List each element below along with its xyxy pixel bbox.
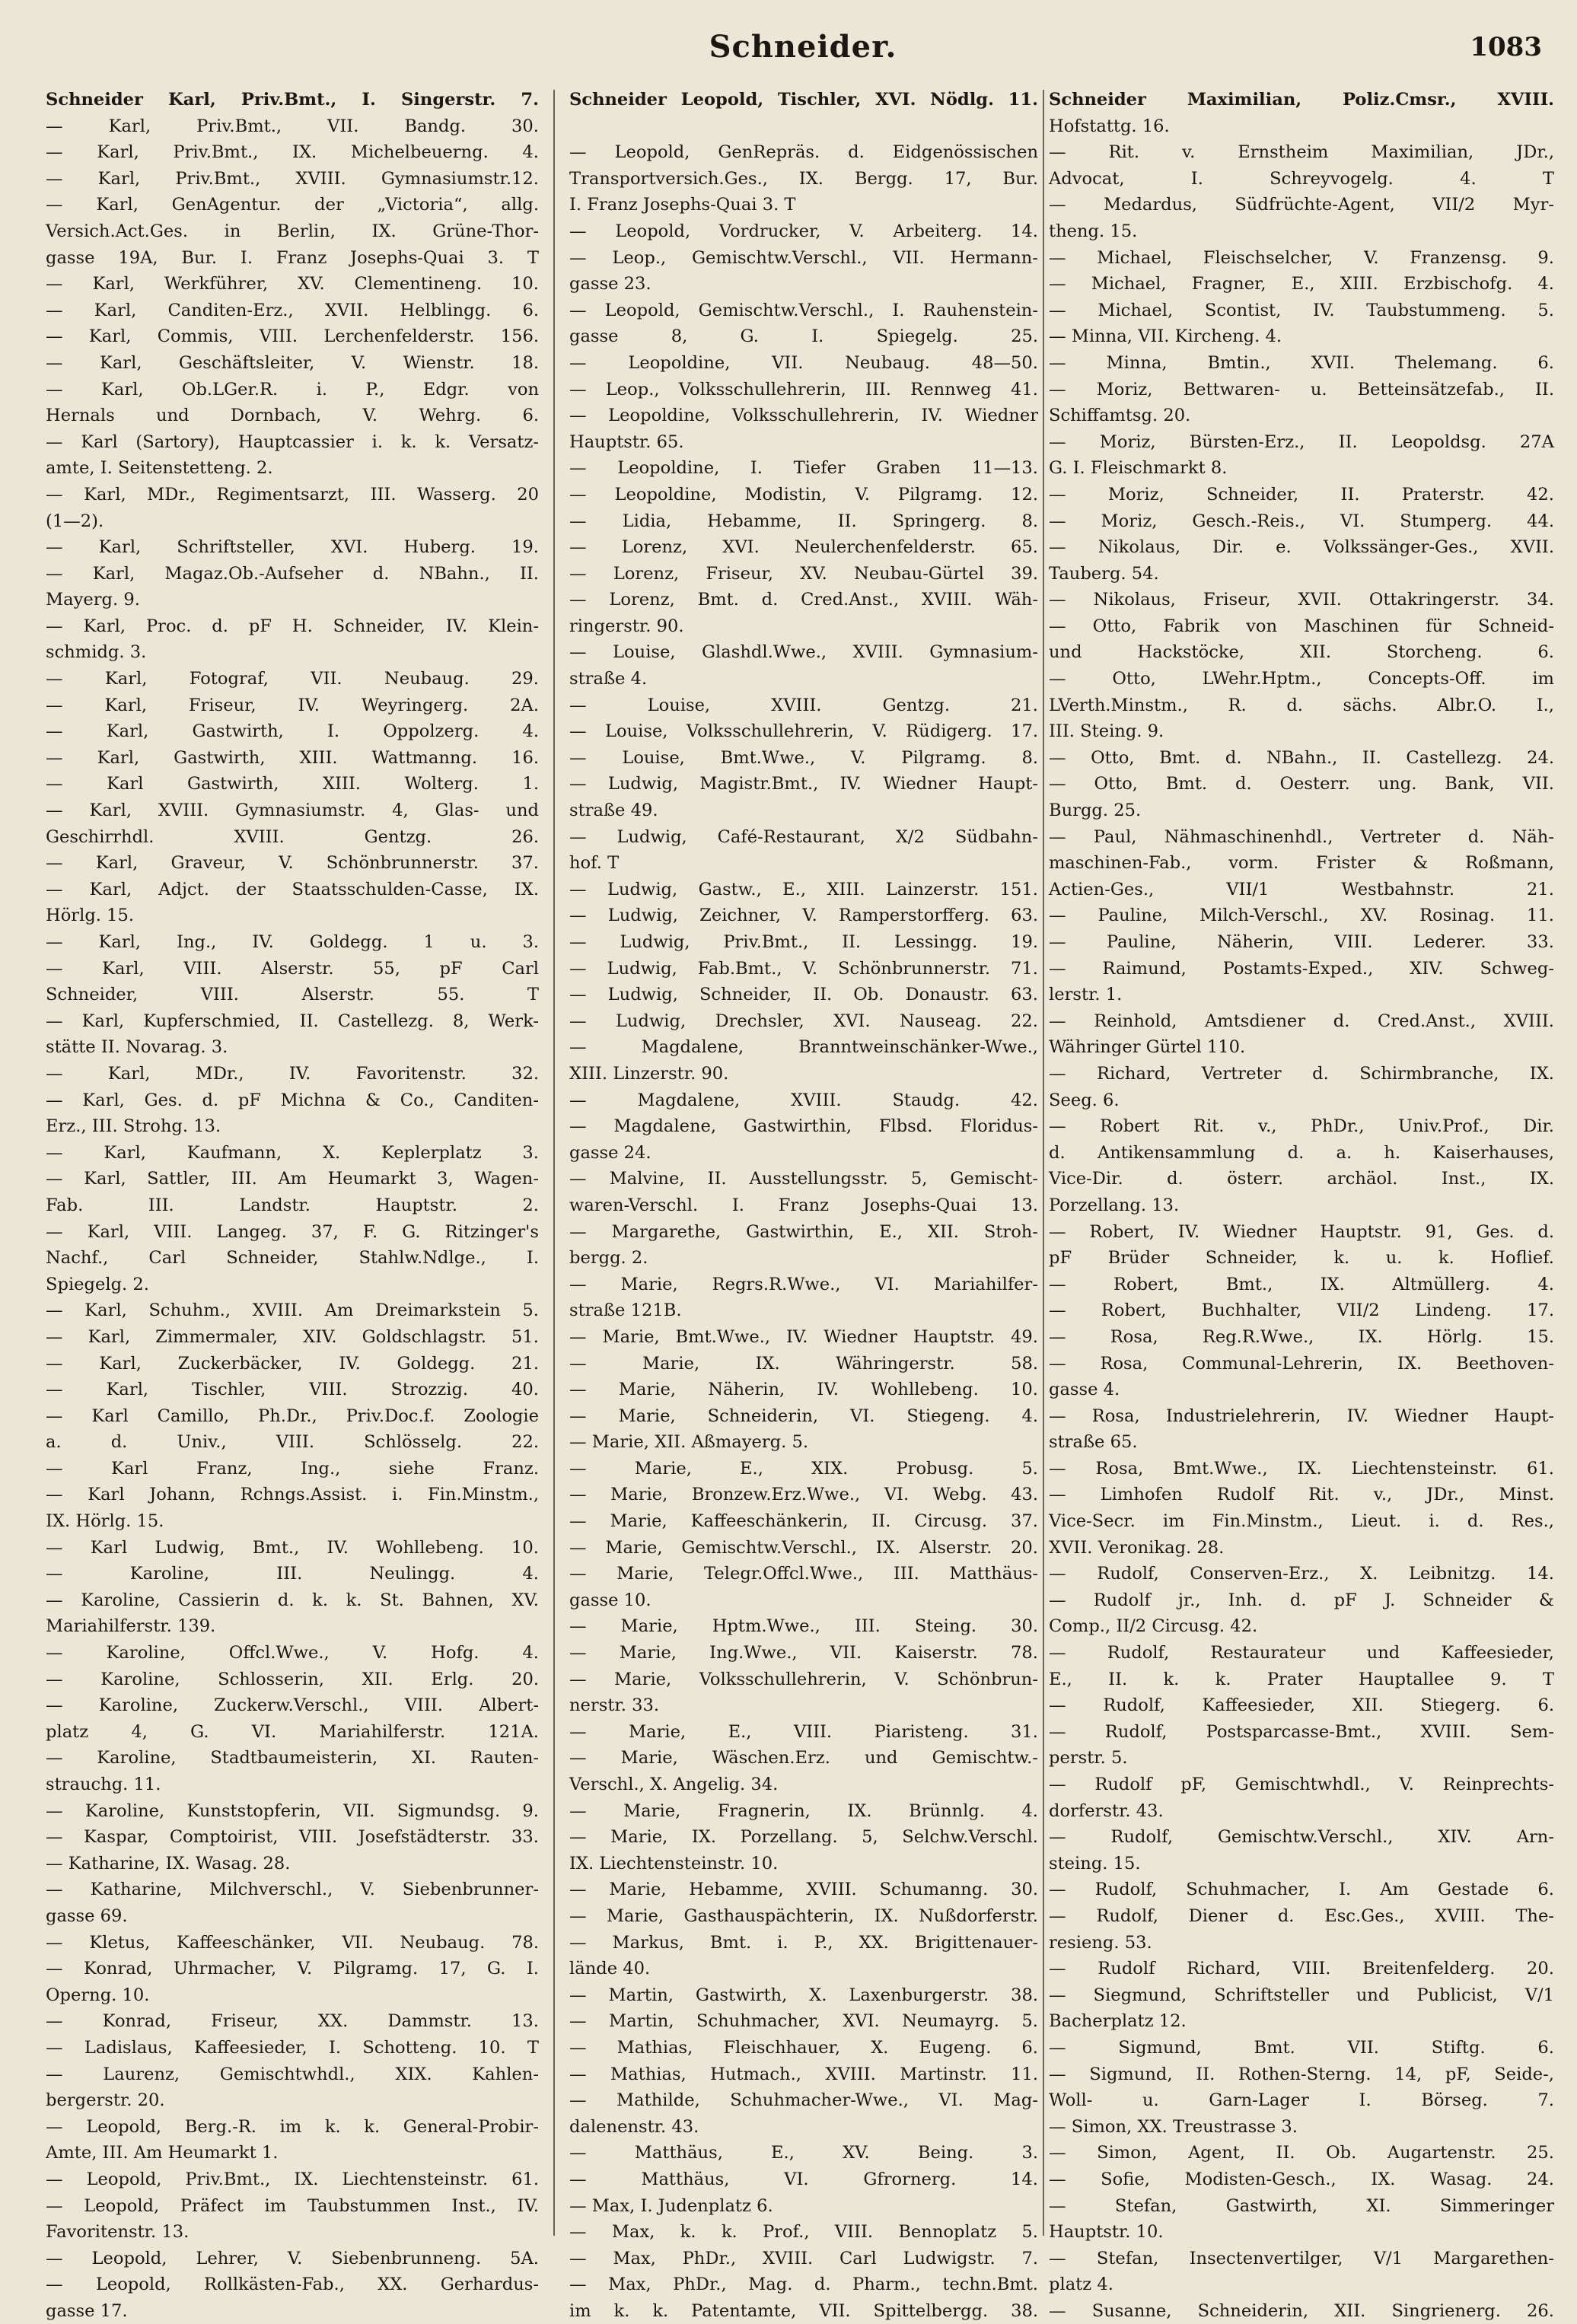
directory-line: — Leopold, Rollkästen-Fab., XX. Gerhardus- — [46, 2275, 539, 2295]
directory-line: steing. 15. — [1049, 1853, 1141, 1874]
directory-line: — Martin, Gastwirth, X. Laxenburgerstr. 38. — [569, 1985, 1038, 2005]
directory-line: Hörlg. 15. — [46, 906, 135, 926]
directory-line: Schneider, VIII. Alserstr. 55. T — [46, 985, 539, 1005]
directory-line: — Karl, MDr., Regimentsarzt, III. Wasserg. 20 — [46, 484, 539, 505]
directory-line: Hauptstr. 65. — [569, 431, 684, 452]
directory-line: — Lidia, Hebamme, II. Springerg. 8. — [569, 511, 1038, 531]
directory-line — [569, 113, 1038, 140]
directory-line: resieng. 53. — [1049, 1932, 1152, 1953]
directory-column-2 — [569, 87, 1038, 2321]
directory-line: Advocat, I. Schreyvogelg. 4. T — [1049, 168, 1554, 189]
directory-line: — Richard, Vertreter d. Schirmbranche, IX. — [1049, 1063, 1554, 1084]
directory-line: — Rudolf, Diener d. Esc.Ges., XVIII. The- — [1049, 1905, 1554, 1926]
column-divider — [1043, 90, 1044, 2236]
directory-line: Hernals und Dornbach, V. Wehrg. 6. — [46, 406, 539, 426]
directory-line: — Karl, Schuhm., XVIII. Am Dreimarkstein 5. — [46, 1300, 539, 1321]
directory-line: Vice-Dir. d. österr. archäol. Inst., IX. — [1049, 1169, 1554, 1189]
directory-line: — Raimund, Postamts-Exped., XIV. Schweg- — [1049, 958, 1554, 979]
directory-line: Schneider Karl, Priv.Bmt., I. Singerstr. 7. — [46, 90, 539, 110]
directory-line: — Louise, XVIII. Gentzg. 21. — [569, 695, 1038, 715]
directory-line: — Leopold, Priv.Bmt., IX. Liechtensteinstr. 61. — [46, 2169, 539, 2189]
directory-line: gasse 4. — [1049, 1380, 1120, 1400]
directory-line: — Karoline, Schlosserin, XII. Erlg. 20. — [46, 1669, 539, 1689]
directory-line: — Karoline, Kunststopferin, VII. Sigmundsg. 9. — [46, 1800, 539, 1821]
directory-line: — Nikolaus, Friseur, XVII. Ottakringerstr. 34. — [1049, 590, 1554, 610]
directory-line: — Marie, IX. Porzellang. 5, Selchw.Verschl. — [569, 1827, 1038, 1848]
directory-line: — Leopoldine, Volksschullehrerin, IV. Wiedner — [569, 406, 1038, 426]
directory-line: — Karl, Ob.LGer.R. i. P., Edgr. von — [46, 379, 539, 400]
directory-line: — Leopold, Berg.-R. im k. k. General-Probir- — [46, 2116, 539, 2137]
directory-line: perstr. 5. — [1049, 1748, 1128, 1768]
directory-line: d. Antikensammlung d. a. h. Kaiserhauses, — [1049, 1142, 1554, 1163]
directory-line: — Moriz, Bettwaren- u. Betteinsätzefab., II. — [1049, 379, 1554, 400]
directory-line: gasse 24. — [569, 1142, 652, 1163]
directory-line: — Marie, Telegr.Offcl.Wwe., III. Matthäus- — [569, 1564, 1038, 1584]
directory-line: platz 4, G. VI. Mariahilferstr. 121A. — [46, 1721, 539, 1742]
directory-line: — Karoline, Cassierin d. k. k. St. Bahnen, XV. — [46, 1590, 539, 1610]
directory-line: — Ludwig, Café-Restaurant, X/2 Südbahn- — [569, 826, 1038, 847]
directory-line: gasse 8, G. I. Spiegelg. 25. — [569, 326, 1038, 347]
directory-line: — Rosa, Bmt.Wwe., IX. Liechtensteinstr. 61. — [1049, 1458, 1554, 1479]
directory-line: — Robert, IV. Wiedner Hauptstr. 91, Ges. d. — [1049, 1221, 1554, 1242]
directory-line: — Karl, Friseur, IV. Weyringerg. 2A. — [46, 695, 539, 715]
directory-line: — Max, k. k. Prof., VIII. Bennoplatz 5. — [569, 2222, 1038, 2243]
directory-line: — Rudolf jr., Inh. d. pF J. Schneider & — [1049, 1590, 1554, 1610]
directory-line: Favoritenstr. 13. — [46, 2222, 190, 2243]
directory-line: Amte, III. Am Heumarkt 1. — [46, 2143, 279, 2163]
directory-line: E., II. k. k. Prater Hauptallee 9. T — [1049, 1669, 1554, 1689]
directory-line: gasse 23. — [569, 274, 652, 294]
directory-line: dorferstr. 43. — [1049, 1800, 1164, 1821]
directory-line: platz 4. — [1049, 2275, 1113, 2295]
directory-line: — Magdalene, XVIII. Staudg. 42. — [569, 1090, 1038, 1110]
directory-line: — Karl, Kaufmann, X. Keplerplatz 3. — [46, 1142, 539, 1163]
directory-line: — Leopold, Gemischtw.Verschl., I. Rauhenstein- — [569, 300, 1038, 320]
directory-line: — Marie, Volksschullehrerin, V. Schönbrun- — [569, 1669, 1038, 1689]
directory-line: dalenenstr. 43. — [569, 2116, 699, 2137]
directory-line: Burgg. 25. — [1049, 801, 1142, 821]
directory-line: — Karoline, Stadtbaumeisterin, XI. Rauten- — [46, 1748, 539, 1768]
directory-line: — Leopold, Vordrucker, V. Arbeiterg. 14. — [569, 221, 1038, 241]
directory-line: — Marie, Näherin, IV. Wohllebeng. 10. — [569, 1380, 1038, 1400]
directory-line: — Rudolf pF, Gemischtwhdl., V. Reinprechts- — [1049, 1775, 1554, 1794]
directory-line: — Marie, Bmt.Wwe., IV. Wiedner Hauptstr. 49. — [569, 1326, 1038, 1347]
directory-line: — Karl, VIII. Langeg. 37, F. G. Ritzinger's — [46, 1221, 539, 1242]
directory-line: I. Franz Josephs-Quai 3. T — [569, 195, 796, 215]
directory-line: schmidg. 3. — [46, 642, 147, 663]
directory-line: — Max, I. Judenplatz 6. — [569, 2195, 773, 2216]
directory-line: nerstr. 33. — [569, 1695, 660, 1716]
directory-line: Mariahilferstr. 139. — [46, 1616, 216, 1637]
directory-line: gasse 19A, Bur. I. Franz Josephs-Quai 3. T — [46, 247, 539, 268]
directory-line: Woll- u. Garn-Lager I. Börseg. 7. — [1049, 2090, 1554, 2111]
directory-line: — Marie, Gasthauspächterin, IX. Nußdorferstr. — [569, 1905, 1038, 1926]
directory-line: Tauberg. 54. — [1049, 563, 1159, 584]
directory-line: — Rosa, Reg.R.Wwe., IX. Hörlg. 15. — [1049, 1326, 1554, 1347]
directory-line: — Marie, E., VIII. Piaristeng. 31. — [569, 1721, 1038, 1742]
directory-line: Spiegelg. 2. — [46, 1274, 149, 1294]
directory-line: — Karl Franz, Ing., siehe Franz. — [46, 1458, 539, 1479]
directory-line: — Magdalene, Branntweinschänker-Wwe., — [569, 1037, 1038, 1058]
directory-line: — Martin, Schuhmacher, XVI. Neumayrg. 5. — [569, 2011, 1038, 2032]
directory-line: — Limhofen Rudolf Rit. v., JDr., Minst. — [1049, 1485, 1554, 1505]
directory-line: — Ludwig, Gastw., E., XIII. Lainzerstr. 151. — [569, 879, 1038, 899]
directory-line: — Leopold, Lehrer, V. Siebenbrunneng. 5A. — [46, 2248, 539, 2268]
directory-line: — Karoline, III. Neulingg. 4. — [46, 1564, 539, 1584]
directory-line: — Michael, Fragner, E., XIII. Erzbischofg. 4. — [1049, 274, 1554, 294]
directory-line: — Karl, Zuckerbäcker, IV. Goldegg. 21. — [46, 1353, 539, 1374]
directory-line: — Minna, Bmtin., XVII. Thelemang. 6. — [1049, 352, 1554, 373]
directory-line: — Stefan, Gastwirth, XI. Simmeringer — [1049, 2195, 1554, 2216]
directory-line: — Marie, Wäschen.Erz. und Gemischtw.- — [569, 1748, 1038, 1768]
directory-line: — Konrad, Friseur, XX. Dammstr. 13. — [46, 2011, 539, 2032]
directory-column-1 — [46, 87, 539, 2321]
directory-line: Transportversich.Ges., IX. Bergg. 17, Bur. — [569, 168, 1038, 189]
directory-line: — Lorenz, XVI. Neulerchenfelderstr. 65. — [569, 537, 1038, 558]
directory-column-3 — [1049, 87, 1554, 2321]
directory-line: straße 65. — [1049, 1432, 1138, 1453]
directory-line: — Karl, Zimmermaler, XIV. Goldschlagstr. 51. — [46, 1326, 539, 1347]
directory-line: — Nikolaus, Dir. e. Volkssänger-Ges., XVII. — [1049, 537, 1554, 558]
directory-line: — Magdalene, Gastwirthin, Flbsd. Floridus- — [569, 1116, 1038, 1137]
column-divider — [553, 90, 555, 2236]
directory-line: Nachf., Carl Schneider, Stahlw.Ndlge., I. — [46, 1248, 539, 1269]
directory-line: — Mathias, Hutmach., XVIII. Martinstr. 11. — [569, 2064, 1038, 2084]
directory-line: — Marie, Hptm.Wwe., III. Steing. 30. — [569, 1616, 1038, 1637]
directory-line: Mayerg. 9. — [46, 590, 140, 610]
directory-line: — Leopold, Präfect im Taubstummen Inst., IV. — [46, 2195, 539, 2216]
directory-line: Verschl., X. Angelig. 34. — [569, 1775, 779, 1794]
directory-line: strauchg. 11. — [46, 1775, 161, 1794]
directory-line: a. d. Univ., VIII. Schlösselg. 22. — [46, 1432, 539, 1453]
directory-line: — Karl, Magaz.Ob.-Aufseher d. NBahn., II. — [46, 563, 539, 584]
directory-line: — Mathilde, Schuhmacher-Wwe., VI. Mag- — [569, 2090, 1038, 2111]
directory-line: bergg. 2. — [569, 1248, 648, 1269]
directory-line: — Max, PhDr., Mag. d. Pharm., techn.Bmt. — [569, 2275, 1038, 2295]
directory-line: IX. Hörlg. 15. — [46, 1511, 164, 1532]
directory-line: straße 4. — [569, 669, 648, 689]
directory-line: — Marie, Bronzew.Erz.Wwe., VI. Webg. 43. — [569, 1485, 1038, 1505]
directory-line: — Otto, LWehr.Hptm., Concepts-Off. im — [1049, 669, 1554, 689]
directory-line: — Louise, Glashdl.Wwe., XVIII. Gymnasium- — [569, 642, 1038, 663]
directory-line: — Matthäus, E., XV. Being. 3. — [569, 2143, 1038, 2163]
directory-line: — Karl, XVIII. Gymnasiumstr. 4, Glas- und — [46, 801, 539, 821]
directory-line: — Marie, Fragnerin, IX. Brünnlg. 4. — [569, 1800, 1038, 1821]
directory-line: LVerth.Minstm., R. d. sächs. Albr.O. I., — [1049, 695, 1554, 715]
directory-line: — Karl Johann, Rchngs.Assist. i. Fin.Minstm., — [46, 1485, 539, 1505]
directory-line: — Laurenz, Gemischtwhdl., XIX. Kahlen- — [46, 2064, 539, 2084]
directory-line: — Karoline, Zuckerw.Verschl., VIII. Albert- — [46, 1695, 539, 1716]
directory-line: — Karl, Canditen-Erz., XVII. Helblingg. 6. — [46, 300, 539, 320]
directory-line: Hofstattg. 16. — [1049, 116, 1170, 136]
directory-line: — Marie, IX. Währingerstr. 58. — [569, 1353, 1038, 1374]
directory-line: — Karl, Priv.Bmt., XVIII. Gymnasiumstr.12. — [46, 168, 539, 189]
directory-line: — Robert Rit. v., PhDr., Univ.Prof., Dir. — [1049, 1116, 1554, 1137]
directory-line: (1—2). — [46, 511, 104, 531]
directory-line: gasse 69. — [46, 1905, 128, 1926]
directory-line: — Karl, VIII. Alserstr. 55, pF Carl — [46, 958, 539, 979]
directory-line: — Margarethe, Gastwirthin, E., XII. Stroh- — [569, 1221, 1038, 1242]
directory-line: Fab. III. Landstr. Hauptstr. 2. — [46, 1195, 539, 1215]
directory-line: — Louise, Volksschullehrerin, V. Rüdigerg. 17. — [569, 721, 1038, 742]
directory-line: — Katharine, IX. Wasag. 28. — [46, 1853, 291, 1874]
directory-line: — Medardus, Südfrüchte-Agent, VII/2 Myr- — [1049, 195, 1554, 215]
directory-line: Vice-Secr. im Fin.Minstm., Lieut. i. d. Res., — [1049, 1511, 1554, 1532]
directory-line: — Otto, Fabrik von Maschinen für Schneid- — [1049, 616, 1554, 636]
directory-line: — Pauline, Näherin, VIII. Lederer. 33. — [1049, 932, 1554, 952]
directory-line: — Rudolf Richard, VIII. Breitenfelderg. 20. — [1049, 1959, 1554, 1979]
directory-line: waren-Verschl. I. Franz Josephs-Quai 13. — [569, 1195, 1038, 1215]
directory-line: Versich.Act.Ges. in Berlin, IX. Grüne-Thor- — [46, 221, 539, 241]
directory-line: — Karl (Sartory), Hauptcassier i. k. k. Versatz- — [46, 431, 539, 452]
directory-line: — Sofie, Modisten-Gesch., IX. Wasag. 24. — [1049, 2169, 1554, 2189]
directory-line: straße 49. — [569, 801, 658, 821]
directory-line: — Karl Gastwirth, XIII. Wolterg. 1. — [46, 774, 539, 794]
directory-line: — Karl, Commis, VIII. Lerchenfelderstr. 156. — [46, 326, 539, 347]
directory-line: — Marie, Ing.Wwe., VII. Kaiserstr. 78. — [569, 1643, 1038, 1663]
directory-line: — Karl, Priv.Bmt., VII. Bandg. 30. — [46, 116, 539, 136]
directory-line: — Robert, Bmt., IX. Altmüllerg. 4. — [1049, 1274, 1554, 1294]
directory-line: — Karl, Geschäftsleiter, V. Wienstr. 18. — [46, 352, 539, 373]
running-head: Schneider. — [709, 29, 897, 65]
directory-line: — Karl, GenAgentur. der „Victoria“, allg. — [46, 195, 539, 215]
directory-line: — Moriz, Bürsten-Erz., II. Leopoldsg. 27A — [1049, 431, 1554, 452]
directory-line: lände 40. — [569, 1959, 651, 1979]
directory-line: bergerstr. 20. — [46, 2090, 165, 2111]
directory-line: — Leopoldine, VII. Neubaug. 48—50. — [569, 352, 1038, 373]
directory-line: — Markus, Bmt. i. P., XX. Brigittenauer- — [569, 1932, 1038, 1953]
directory-line: im k. k. Patentamte, VII. Spittelbergg. 38. — [569, 2300, 1038, 2321]
directory-line: — Marie, Regrs.R.Wwe., VI. Mariahilfer- — [569, 1274, 1038, 1294]
directory-line: G. I. Fleischmarkt 8. — [1049, 458, 1228, 479]
directory-line: — Ladislaus, Kaffeesieder, I. Schotteng. 10. T — [46, 2037, 539, 2058]
directory-line: — Karl, Graveur, V. Schönbrunnerstr. 37. — [46, 853, 539, 874]
directory-line: — Robert, Buchhalter, VII/2 Lindeng. 17. — [1049, 1300, 1554, 1321]
directory-line: — Rudolf, Gemischtw.Verschl., XIV. Arn- — [1049, 1827, 1554, 1848]
directory-line: — Minna, VII. Kircheng. 4. — [1049, 326, 1282, 347]
directory-line: — Mathias, Fleischhauer, X. Eugeng. 6. — [569, 2037, 1038, 2058]
directory-line: — Karl Ludwig, Bmt., IV. Wohllebeng. 10. — [46, 1537, 539, 1558]
directory-line: Schneider Maximilian, Poliz.Cmsr., XVIII. — [1049, 90, 1554, 110]
directory-line: — Rosa, Industrielehrerin, IV. Wiedner Haupt- — [1049, 1406, 1554, 1426]
directory-line: — Paul, Nähmaschinenhdl., Vertreter d. Näh- — [1049, 826, 1554, 847]
directory-line: — Karl, Sattler, III. Am Heumarkt 3, Wagen- — [46, 1169, 539, 1189]
directory-line: — Kletus, Kaffeeschänker, VII. Neubaug. 78. — [46, 1932, 539, 1953]
directory-line: — Marie, Kaffeeschänkerin, II. Circusg. 37. — [569, 1511, 1038, 1532]
directory-line: — Reinhold, Amtsdiener d. Cred.Anst., XVIII. — [1049, 1011, 1554, 1031]
directory-line: — Karl, Gastwirth, I. Oppolzerg. 4. — [46, 721, 539, 742]
directory-line: — Rudolf, Conserven-Erz., X. Leibnitzg. 14. — [1049, 1564, 1554, 1584]
directory-line: — Lorenz, Bmt. d. Cred.Anst., XVIII. Wäh- — [569, 590, 1038, 610]
directory-line: Porzellang. 13. — [1049, 1195, 1180, 1215]
directory-line: — Otto, Bmt. d. Oesterr. ung. Bank, VII. — [1049, 774, 1554, 794]
directory-line: — Katharine, Milchverschl., V. Siebenbrunner- — [46, 1880, 539, 1900]
directory-line: — Marie, Hebamme, XVIII. Schumanng. 30. — [569, 1880, 1038, 1900]
directory-line: — Karl, Fotograf, VII. Neubaug. 29. — [46, 669, 539, 689]
directory-line: — Susanne, Schneiderin, XII. Singrienerg. 26. — [1049, 2300, 1554, 2321]
directory-line: XIII. Linzerstr. 90. — [569, 1063, 729, 1084]
directory-line: Erz., III. Strohg. 13. — [46, 1116, 221, 1137]
directory-line: — Karl, Proc. d. pF H. Schneider, IV. Klein- — [46, 616, 539, 636]
directory-line: — Karl, Priv.Bmt., IX. Michelbeuerng. 4. — [46, 142, 539, 163]
directory-line: — Rudolf, Schuhmacher, I. Am Gestade 6. — [1049, 1880, 1554, 1900]
directory-line: — Matthäus, VI. Gfrornerg. 14. — [569, 2169, 1038, 2189]
directory-line: ringerstr. 90. — [569, 616, 684, 636]
directory-line: — Leop., Volksschullehrerin, III. Rennweg 41. — [569, 379, 1038, 400]
page-number: 1083 — [1470, 32, 1542, 62]
directory-line: und Hackstöcke, XII. Storcheng. 6. — [1049, 642, 1554, 663]
directory-line: — Siegmund, Schriftsteller und Publicist, V/1 — [1049, 1985, 1554, 2005]
directory-line: — Louise, Bmt.Wwe., V. Pilgramg. 8. — [569, 747, 1038, 768]
directory-line: — Karl, Kupferschmied, II. Castellezg. 8, Werk- — [46, 1011, 539, 1031]
directory-line: Seeg. 6. — [1049, 1090, 1120, 1110]
directory-line: — Rosa, Communal-Lehrerin, IX. Beethoven- — [1049, 1353, 1554, 1374]
directory-line: stätte II. Novarag. 3. — [46, 1037, 228, 1058]
directory-line: — Pauline, Milch-Verschl., XV. Rosinag. 11. — [1049, 906, 1554, 926]
directory-line: amte, I. Seitenstetteng. 2. — [46, 458, 273, 479]
directory-line: — Sigmund, II. Rothen-Sterng. 14, pF, Seide-, — [1049, 2064, 1554, 2084]
directory-line: — Karl Camillo, Ph.Dr., Priv.Doc.f. Zoologie — [46, 1406, 539, 1426]
directory-line: Comp., II/2 Circusg. 42. — [1049, 1616, 1258, 1637]
directory-line: — Malvine, II. Ausstellungsstr. 5, Gemischt- — [569, 1169, 1038, 1189]
directory-line: — Marie, Gemischtw.Verschl., IX. Alserstr. 20. — [569, 1537, 1038, 1558]
directory-line: Geschirrhdl. XVIII. Gentzg. 26. — [46, 826, 539, 847]
directory-line: — Ludwig, Magistr.Bmt., IV. Wiedner Haupt- — [569, 774, 1038, 794]
directory-line: — Leopoldine, Modistin, V. Pilgramg. 12. — [569, 484, 1038, 505]
directory-line: — Ludwig, Drechsler, XVI. Nauseag. 22. — [569, 1011, 1038, 1031]
directory-line: — Leopoldine, I. Tiefer Graben 11—13. — [569, 458, 1038, 479]
directory-line: — Simon, Agent, II. Ob. Augartenstr. 25. — [1049, 2143, 1554, 2163]
directory-line: — Rudolf, Restaurateur und Kaffeesieder, — [1049, 1643, 1554, 1663]
directory-line: — Lorenz, Friseur, XV. Neubau-Gürtel 39. — [569, 563, 1038, 584]
page-header — [46, 29, 1560, 75]
directory-line: — Leopold, GenRepräs. d. Eidgenössischen — [569, 142, 1038, 163]
directory-line: gasse 10. — [569, 1590, 652, 1610]
directory-line: Schiffamtsg. 20. — [1049, 406, 1191, 426]
directory-line: — Rit. v. Ernstheim Maximilian, JDr., — [1049, 142, 1554, 163]
directory-line: — Otto, Bmt. d. NBahn., II. Castellezg. 24. — [1049, 747, 1554, 768]
directory-line: — Michael, Fleischselcher, V. Franzensg. 9. — [1049, 247, 1554, 268]
directory-line: — Konrad, Uhrmacher, V. Pilgramg. 17, G. I. — [46, 1959, 539, 1979]
directory-line: Schneider Leopold, Tischler, XVI. Nödlg. 11. — [569, 90, 1038, 110]
directory-line: — Marie, Schneiderin, VI. Stiegeng. 4. — [569, 1406, 1038, 1426]
directory-line: — Moriz, Gesch.-Reis., VI. Stumperg. 44. — [1049, 511, 1554, 531]
directory-line: — Ludwig, Schneider, II. Ob. Donaustr. 63. — [569, 985, 1038, 1005]
directory-line: — Ludwig, Priv.Bmt., II. Lessingg. 19. — [569, 932, 1038, 952]
directory-line: XVII. Veronikag. 28. — [1049, 1537, 1225, 1558]
directory-line: — Karoline, Offcl.Wwe., V. Hofg. 4. — [46, 1643, 539, 1663]
directory-line: Operng. 10. — [46, 1985, 150, 2005]
directory-line: straße 121B. — [569, 1300, 682, 1321]
directory-line: — Karl, Gastwirth, XIII. Wattmanng. 16. — [46, 747, 539, 768]
directory-line: theng. 15. — [1049, 221, 1138, 241]
directory-line: gasse 17. — [46, 2300, 128, 2321]
directory-line: — Marie, E., XIX. Probusg. 5. — [569, 1458, 1038, 1479]
directory-line: lerstr. 1. — [1049, 985, 1123, 1005]
directory-line: — Karl, Ges. d. pF Michna & Co., Canditen- — [46, 1090, 539, 1110]
directory-line: hof. T — [569, 853, 620, 874]
directory-line: — Rudolf, Kaffeesieder, XII. Stiegerg. 6. — [1049, 1695, 1554, 1716]
directory-line: Hauptstr. 10. — [1049, 2222, 1164, 2243]
directory-line: — Moriz, Schneider, II. Praterstr. 42. — [1049, 484, 1554, 505]
directory-line: — Stefan, Insectenvertilger, V/1 Margarethen- — [1049, 2248, 1554, 2268]
directory-line: Actien-Ges., VII/1 Westbahnstr. 21. — [1049, 879, 1554, 899]
directory-line: — Rudolf, Postsparcasse-Bmt., XVIII. Sem- — [1049, 1721, 1554, 1742]
directory-line: — Karl, Werkführer, XV. Clementineng. 10. — [46, 274, 539, 294]
directory-line: IX. Liechtensteinstr. 10. — [569, 1853, 779, 1874]
directory-line: — Marie, XII. Aßmayerg. 5. — [569, 1432, 809, 1453]
directory-line: — Michael, Scontist, IV. Taubstummeng. 5. — [1049, 300, 1554, 320]
directory-line: — Karl, Adjct. der Staatsschulden-Casse, IX. — [46, 879, 539, 899]
directory-line: pF Brüder Schneider, k. u. k. Hoflief. — [1049, 1248, 1554, 1269]
directory-line: Bacherplatz 12. — [1049, 2011, 1187, 2032]
directory-line: — Simon, XX. Treustrasse 3. — [1049, 2116, 1298, 2137]
directory-line: — Karl, Ing., IV. Goldegg. 1 u. 3. — [46, 932, 539, 952]
directory-line: — Ludwig, Zeichner, V. Ramperstorfferg. 63. — [569, 906, 1038, 926]
directory-line: — Karl, MDr., IV. Favoritenstr. 32. — [46, 1063, 539, 1084]
directory-line: — Ludwig, Fab.Bmt., V. Schönbrunnerstr. 71. — [569, 958, 1038, 979]
directory-line: — Sigmund, Bmt. VII. Stiftg. 6. — [1049, 2037, 1554, 2058]
directory-line: Währinger Gürtel 110. — [1049, 1037, 1246, 1058]
directory-line: — Kaspar, Comptoirist, VIII. Josefstädterstr. 33. — [46, 1827, 539, 1848]
directory-line: — Leop., Gemischtw.Verschl., VII. Hermann- — [569, 247, 1038, 268]
directory-line: — Karl, Schriftsteller, XVI. Huberg. 19. — [46, 537, 539, 558]
directory-line: III. Steing. 9. — [1049, 721, 1164, 742]
directory-line: — Karl, Tischler, VIII. Strozzig. 40. — [46, 1380, 539, 1400]
directory-line: — Max, PhDr., XVIII. Carl Ludwigstr. 7. — [569, 2248, 1038, 2268]
directory-line: maschinen-Fab., vorm. Frister & Roßmann, — [1049, 853, 1554, 874]
